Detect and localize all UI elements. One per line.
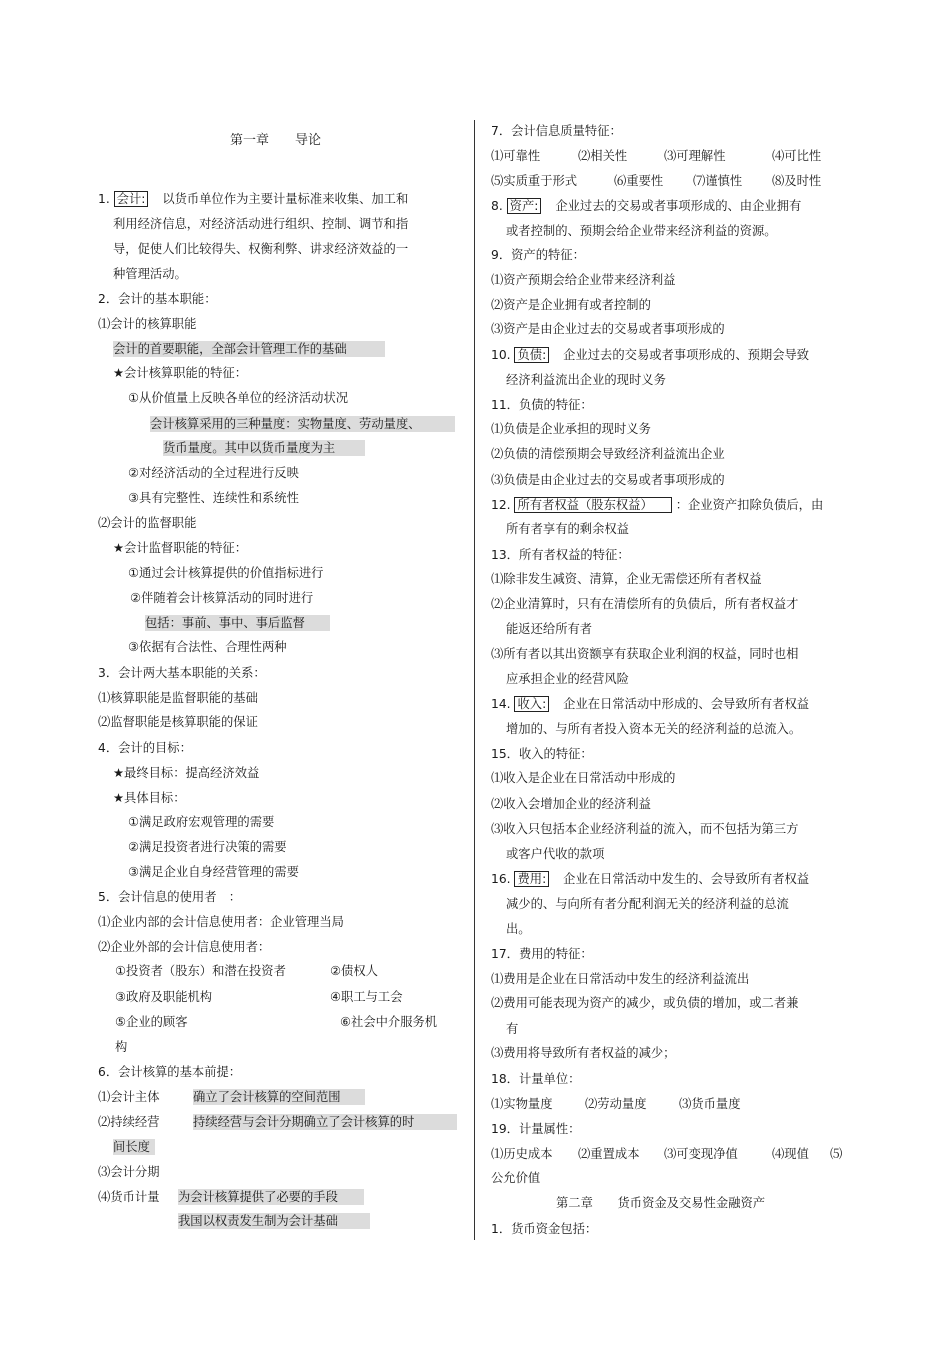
- expense-feature-1: ⑴费用是企业在日常活动中发生的经济利益流出: [491, 972, 750, 986]
- quality-5: ⑸实质重于形式: [491, 174, 578, 188]
- term-liabilities: 负债:: [514, 347, 549, 363]
- function-2-item-2: ②伴随着会计核算活动的同时进行: [130, 591, 314, 605]
- user-3: ③政府及职能机构: [115, 990, 213, 1004]
- def-income-line1: 14. 收入: 企业在日常活动中形成的、会导致所有者权益: [491, 697, 810, 711]
- section-2-heading: 2．会计的基本职能：: [98, 292, 217, 306]
- equity-feature-1: ⑴除非发生减资、清算，企业无需偿还所有者权益: [491, 572, 762, 586]
- income-feature-3-cont: 或客户代收的款项: [506, 847, 605, 861]
- quality-3: ⑶可理解性: [664, 149, 726, 163]
- def-accounting-line2: 利用经济信息，对经济活动进行组织、控制、调节和指: [113, 217, 409, 231]
- function-1-item-1: ①从价值量上反映各单位的经济活动状况: [128, 391, 349, 405]
- premise-4-note: 为会计核算提供了必要的手段: [178, 1189, 364, 1205]
- objective-specific-2: ②满足投资者进行决策的需要: [128, 840, 287, 854]
- assets-feature-3: ⑶资产是由企业过去的交易或者事项形成的: [491, 322, 725, 336]
- attribute-4: ⑷现值: [772, 1147, 809, 1161]
- function-1-note: 会计的首要职能，全部会计管理工作的基础: [113, 341, 385, 357]
- user-5: ⑤企业的顾客: [115, 1015, 188, 1029]
- assets-feature-2: ⑵资产是企业拥有或者控制的: [491, 298, 651, 312]
- premise-2-note: 持续经营与会计分期确立了会计核算的时: [193, 1114, 457, 1130]
- function-1-title: ⑴会计的核算职能: [98, 317, 197, 331]
- function-1-item-1-note-b: 货币量度。其中以货币量度为主: [163, 440, 365, 456]
- def-accounting-line1: 1. 会计: 以货币单位作为主要计量标准来收集、加工和: [98, 192, 409, 206]
- attribute-3: ⑶可变现净值: [664, 1147, 738, 1161]
- def-expense-line2: 减少的、与向所有者分配利润无关的经济利益的总流: [506, 897, 789, 911]
- liab-feature-3: ⑶负债是由企业过去的交易或者事项形成的: [491, 473, 725, 487]
- expense-feature-2: ⑵费用可能表现为资产的减少，或负债的增加，或二者兼: [491, 996, 799, 1010]
- attribute-5: ⑸: [830, 1147, 843, 1161]
- column-divider: [474, 120, 475, 1240]
- relation-line-2: ⑵监督职能是核算职能的保证: [98, 715, 258, 729]
- function-2-title: ⑵会计的监督职能: [98, 516, 197, 530]
- attribute-2: ⑵重置成本: [578, 1147, 640, 1161]
- section-7-heading: 7．会计信息质量特征：: [491, 124, 622, 138]
- attribute-1: ⑴历史成本: [491, 1147, 553, 1161]
- section-3-heading: 3．会计两大基本职能的关系：: [98, 666, 266, 680]
- function-1-item-2: ②对经济活动的全过程进行反映: [128, 466, 299, 480]
- user-6-cont: 构: [115, 1040, 128, 1054]
- chapter-2-item-1: 1．货币资金包括：: [491, 1222, 598, 1236]
- user-1: ①投资者（股东）和潜在投资者: [115, 964, 286, 978]
- def-expense-line1: 16. 费用: 企业在日常活动中发生的、会导致所有者权益: [491, 872, 810, 886]
- equity-feature-2: ⑵企业清算时，只有在清偿所有的负债后，所有者权益才: [491, 597, 799, 611]
- quality-6: ⑹重要性: [614, 174, 664, 188]
- def-equity-line1: 12. 所有者权益（股东权益） ：企业资产扣除负债后，由: [491, 498, 824, 512]
- objective-specific: ★具体目标：: [113, 791, 186, 805]
- function-2-item-1: ①通过会计核算提供的价值指标进行: [128, 566, 324, 580]
- premise-1-note: 确立了会计核算的空间范围: [193, 1089, 365, 1105]
- def-liab-line2: 经济利益流出企业的现时义务: [506, 373, 666, 387]
- users-external: ⑵企业外部的会计信息使用者：: [98, 940, 271, 954]
- premise-3: ⑶会计分期: [98, 1165, 160, 1179]
- chapter-2-title: 第二章 货币资金及交易性金融资产: [556, 1196, 766, 1210]
- unit-1: ⑴实物量度: [491, 1097, 553, 1111]
- section-9-heading: 9．资产的特征：: [491, 248, 585, 262]
- equity-feature-2-cont: 能返还给所有者: [506, 622, 593, 636]
- function-2-item-3: ③依据有合法性、合理性两种: [128, 640, 287, 654]
- term-accounting: 会计:: [114, 191, 149, 207]
- quality-4: ⑷可比性: [772, 149, 822, 163]
- function-1-item-3: ③具有完整性、连续性和系统性: [128, 491, 299, 505]
- def-accounting-line4: 种管理活动。: [113, 267, 187, 281]
- unit-2: ⑵劳动量度: [585, 1097, 647, 1111]
- objective-specific-3: ③满足企业自身经营管理的需要: [128, 865, 299, 879]
- quality-7: ⑺谨慎性: [693, 174, 743, 188]
- equity-feature-3-cont: 应承担企业的经营风险: [506, 672, 629, 686]
- term-assets: 资产:: [507, 198, 542, 214]
- liab-feature-2: ⑵负债的清偿预期会导致经济利益流出企业: [491, 447, 725, 461]
- premise-2: ⑵持续经营: [98, 1115, 160, 1129]
- def-accounting-line3: 导，促使人们比较得失、权衡利弊、讲求经济效益的一: [113, 242, 409, 256]
- function-1-features-title: ★会计核算职能的特征：: [113, 366, 247, 380]
- income-feature-3: ⑶收入只包括本企业经济利益的流入，而不包括为第三方: [491, 822, 799, 836]
- term-equity: 所有者权益（股东权益）: [514, 497, 671, 513]
- section-5-heading: 5．会计信息的使用者 ：: [98, 890, 242, 904]
- user-6: ⑥社会中介服务机: [340, 1015, 438, 1029]
- chapter-title: 第一章 导论: [230, 133, 322, 148]
- liab-feature-1: ⑴负债是企业承担的现时义务: [491, 422, 651, 436]
- section-17-heading: 17．费用的特征：: [491, 947, 593, 961]
- def-liab-line1: 10. 负债: 企业过去的交易或者事项形成的、预期会导致: [491, 348, 810, 362]
- function-2-item-2-note: 包括：事前、事中、事后监督: [145, 615, 330, 631]
- equity-feature-3: ⑶所有者以其出资额享有获取企业利润的权益，同时也相: [491, 647, 799, 661]
- section-13-heading: 13．所有者权益的特征：: [491, 548, 630, 562]
- expense-feature-3: ⑶费用将导致所有者权益的减少；: [491, 1046, 676, 1060]
- term-income: 收入:: [514, 696, 549, 712]
- section-11-heading: 11．负债的特征：: [491, 398, 593, 412]
- user-4: ④职工与工会: [330, 990, 403, 1004]
- premise-2-note-cont: 间长度: [113, 1139, 155, 1155]
- def-assets-line1: 8. 资产: 企业过去的交易或者事项形成的、由企业拥有: [491, 199, 802, 213]
- def-income-line2: 增加的、与所有者投入资本无关的经济利益的总流入。: [506, 722, 802, 736]
- premise-1: ⑴会计主体: [98, 1090, 160, 1104]
- income-feature-2: ⑵收入会增加企业的经济利益: [491, 797, 651, 811]
- quality-1: ⑴可靠性: [491, 149, 541, 163]
- def-assets-line2: 或者控制的、预期会给企业带来经济利益的资源。: [506, 224, 777, 238]
- def-equity-line2: 所有者享有的剩余权益: [506, 522, 629, 536]
- def-expense-line3: 出。: [506, 922, 531, 936]
- objective-final: ★最终目标：提高经济效益: [113, 766, 260, 780]
- user-2: ②债权人: [330, 964, 378, 978]
- term-expense: 费用:: [514, 871, 549, 887]
- section-18-heading: 18．计量单位：: [491, 1072, 581, 1086]
- users-internal: ⑴企业内部的会计信息使用者：企业管理当局: [98, 915, 344, 929]
- quality-2: ⑵相关性: [578, 149, 628, 163]
- expense-feature-2-cont: 有: [506, 1022, 519, 1036]
- section-4-heading: 4．会计的目标：: [98, 741, 192, 755]
- section-6-heading: 6．会计核算的基本前提：: [98, 1065, 242, 1079]
- section-19-heading: 19．计量属性：: [491, 1122, 581, 1136]
- premise-4: ⑷货币计量: [98, 1190, 160, 1204]
- attribute-5-cont: 公允价值: [491, 1171, 541, 1185]
- unit-3: ⑶货币量度: [679, 1097, 741, 1111]
- assets-feature-1: ⑴资产预期会给企业带来经济利益: [491, 273, 676, 287]
- function-2-features-title: ★会计监督职能的特征：: [113, 541, 247, 555]
- quality-8: ⑻及时性: [772, 174, 822, 188]
- objective-specific-1: ①满足政府宏观管理的需要: [128, 815, 275, 829]
- section-15-heading: 15．收入的特征：: [491, 747, 593, 761]
- function-1-item-1-note-a: 会计核算采用的三种量度：实物量度、劳动量度、: [150, 416, 455, 432]
- premise-4-note-b: 我国以权责发生制为会计基础: [178, 1213, 370, 1229]
- relation-line-1: ⑴核算职能是监督职能的基础: [98, 691, 258, 705]
- income-feature-1: ⑴收入是企业在日常活动中形成的: [491, 771, 676, 785]
